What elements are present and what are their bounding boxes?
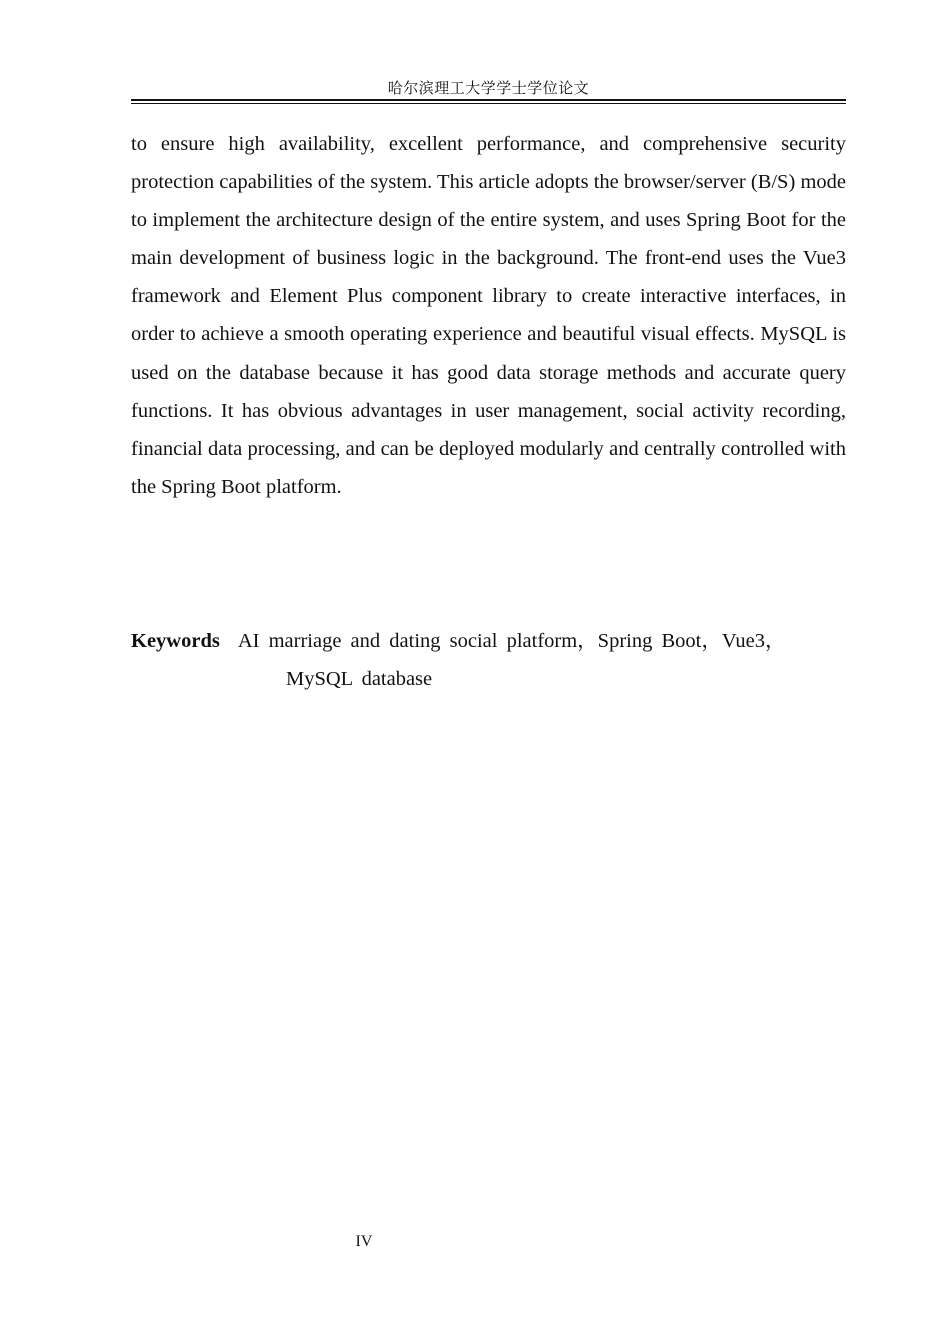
running-header-title: 哈尔滨理工大学学士学位论文 [387,79,590,97]
abstract-paragraph: to ensure high availability, excellent performance, and comprehensive security protection capabilities of the system. This article adopts the browser/server (B/S) mode to implement the architecture design of the entire system, and uses Spring Boot for the main development of business logic in the background. The front-end uses the Vue3 framework and Element Plus component library to create interactive interfaces, in order to achieve a smooth operating experience and beautiful visual effects. MySQL is used on the database because it has good data storage methods and accurate query functions. It has obvious advantages in user management, social activity recording, financial data processing, and can be deployed modularly and centrally controlled with the Spring Boot platform. [131,133,846,498]
keyword-term: MySQL database [286,668,433,690]
header-rule-thick [131,99,846,101]
keywords-label: Keywords [131,630,220,652]
keywords-line-1 [131,622,846,660]
header-rule-thin [131,103,846,104]
keyword-term: Spring Boot， [597,630,722,652]
keyword-term: AI marriage and dating social platform， [237,630,598,652]
keywords-block [131,622,846,698]
page-number: IV [355,1233,373,1250]
keyword-term: Vue3， [721,630,786,652]
keywords-line-2 [131,660,846,698]
